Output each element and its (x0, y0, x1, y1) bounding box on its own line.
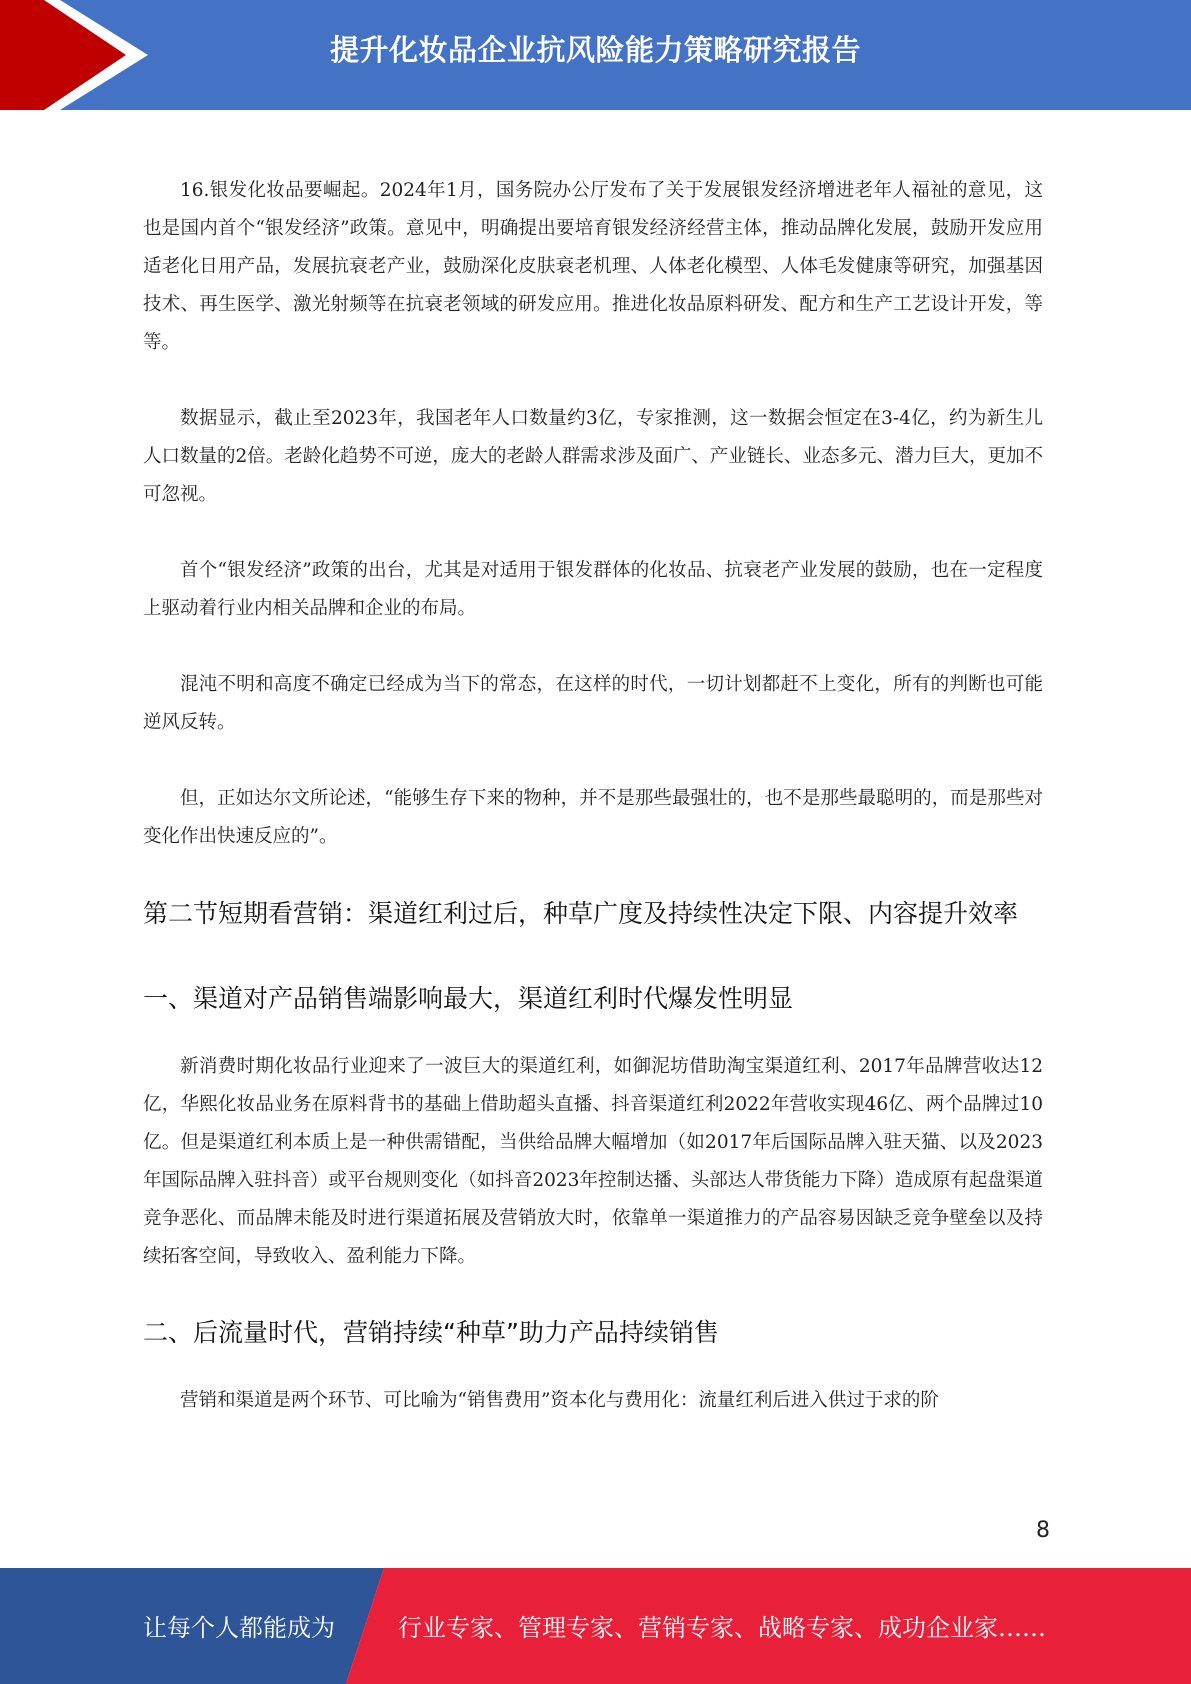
paragraph-elderly-population: 数据显示，截止至2023年，我国老年人口数量约3亿，专家推测，这一数据会恒定在3-4亿，约为新生儿人口数量的2倍。老龄化趋势不可逆，庞大的老龄人群需求涉及面广、产业链长、业态多元、潜力巨大，更加不可忽视。 (143, 408, 1043, 505)
paragraph-policy-impact: 首个“银发经济”政策的出台，尤其是对适用于银发群体的化妆品、抗衰老产业发展的鼓励，也在一定程度上驱动着行业内相关品牌和企业的布局。 (143, 560, 1043, 619)
paragraph-marketing: 营销和渠道是两个环节、可比喻为“销售费用”资本化与费用化：流量红利后进入供过于求的阶 (180, 1390, 939, 1411)
paragraph-darwin-quote: 但，正如达尔文所论述，“能够生存下来的物种，并不是那些最强壮的，也不是那些最聪明的，而是那些对变化作出快速反应的”。 (143, 788, 1043, 847)
paragraph-channel-dividend: 新消费时期化妆品行业迎来了一波巨大的渠道红利，如御泥坊借助淘宝渠道红利、2017年品牌营收达12亿，华熙化妆品业务在原料背书的基础上借助超头直播、抖音渠道红利2022年营收实现46亿、两个品牌过10亿。但是渠道红利本质上是一种供需错配，当供给品牌大幅增加（如2017年后国际品牌入驻天猫、以及2023年国际品牌入驻抖音）或平台规则变化（如抖音2023年控制达播、头部达人带货能力下降）造成原有起盘渠道竞争恶化、而品牌未能及时进行渠道拓展及营销放大时，依靠单一渠道推力的产品容易因缺乏竞争壁垒以及持续拓客空间，导致收入、盈利能力下降。 (143, 1056, 1043, 1267)
footer-slogan-right: 行业专家、管理专家、营销专家、战略专家、成功企业家…… (398, 1614, 1046, 1642)
page-footer (0, 1568, 1191, 1684)
footer-slogan-left: 让每个人都能成为 (143, 1614, 335, 1642)
subsection-heading-channel: 一、渠道对产品销售端影响最大，渠道红利时代爆发性明显 (143, 984, 794, 1013)
main-content (143, 172, 1043, 1458)
page-number: 8 (1036, 1518, 1050, 1543)
paragraph-silver-cosmetics: 16.银发化妆品要崛起。2024年1月，国务院办公厅发布了关于发展银发经济增进老年人福祉的意见，这也是国内首个“银发经济”政策。意见中，明确提出要培育银发经济经营主体，推动品牌化发展，鼓励开发应用适老化日用产品，发展抗衰老产业，鼓励深化皮肤衰老机理、人体老化模型、人体毛发健康等研究，加强基因技术、再生医学、激光射频等在抗衰老领域的研发应用。推进化妆品原料研发、配方和生产工艺设计开发，等等。 (143, 180, 1043, 353)
paragraph-uncertainty: 混沌不明和高度不确定已经成为当下的常态，在这样的时代，一切计划都赶不上变化，所有的判断也可能逆风反转。 (143, 674, 1043, 733)
section-heading: 第二节短期看营销：渠道红利过后，种草广度及持续性决定下限、内容提升效率 (143, 899, 1019, 928)
header-title: 提升化妆品企业抗风险能力策略研究报告 (329, 33, 861, 67)
page-header (0, 0, 1191, 110)
subsection-heading-marketing: 二、后流量时代，营销持续“种草”助力产品持续销售 (143, 1318, 719, 1347)
